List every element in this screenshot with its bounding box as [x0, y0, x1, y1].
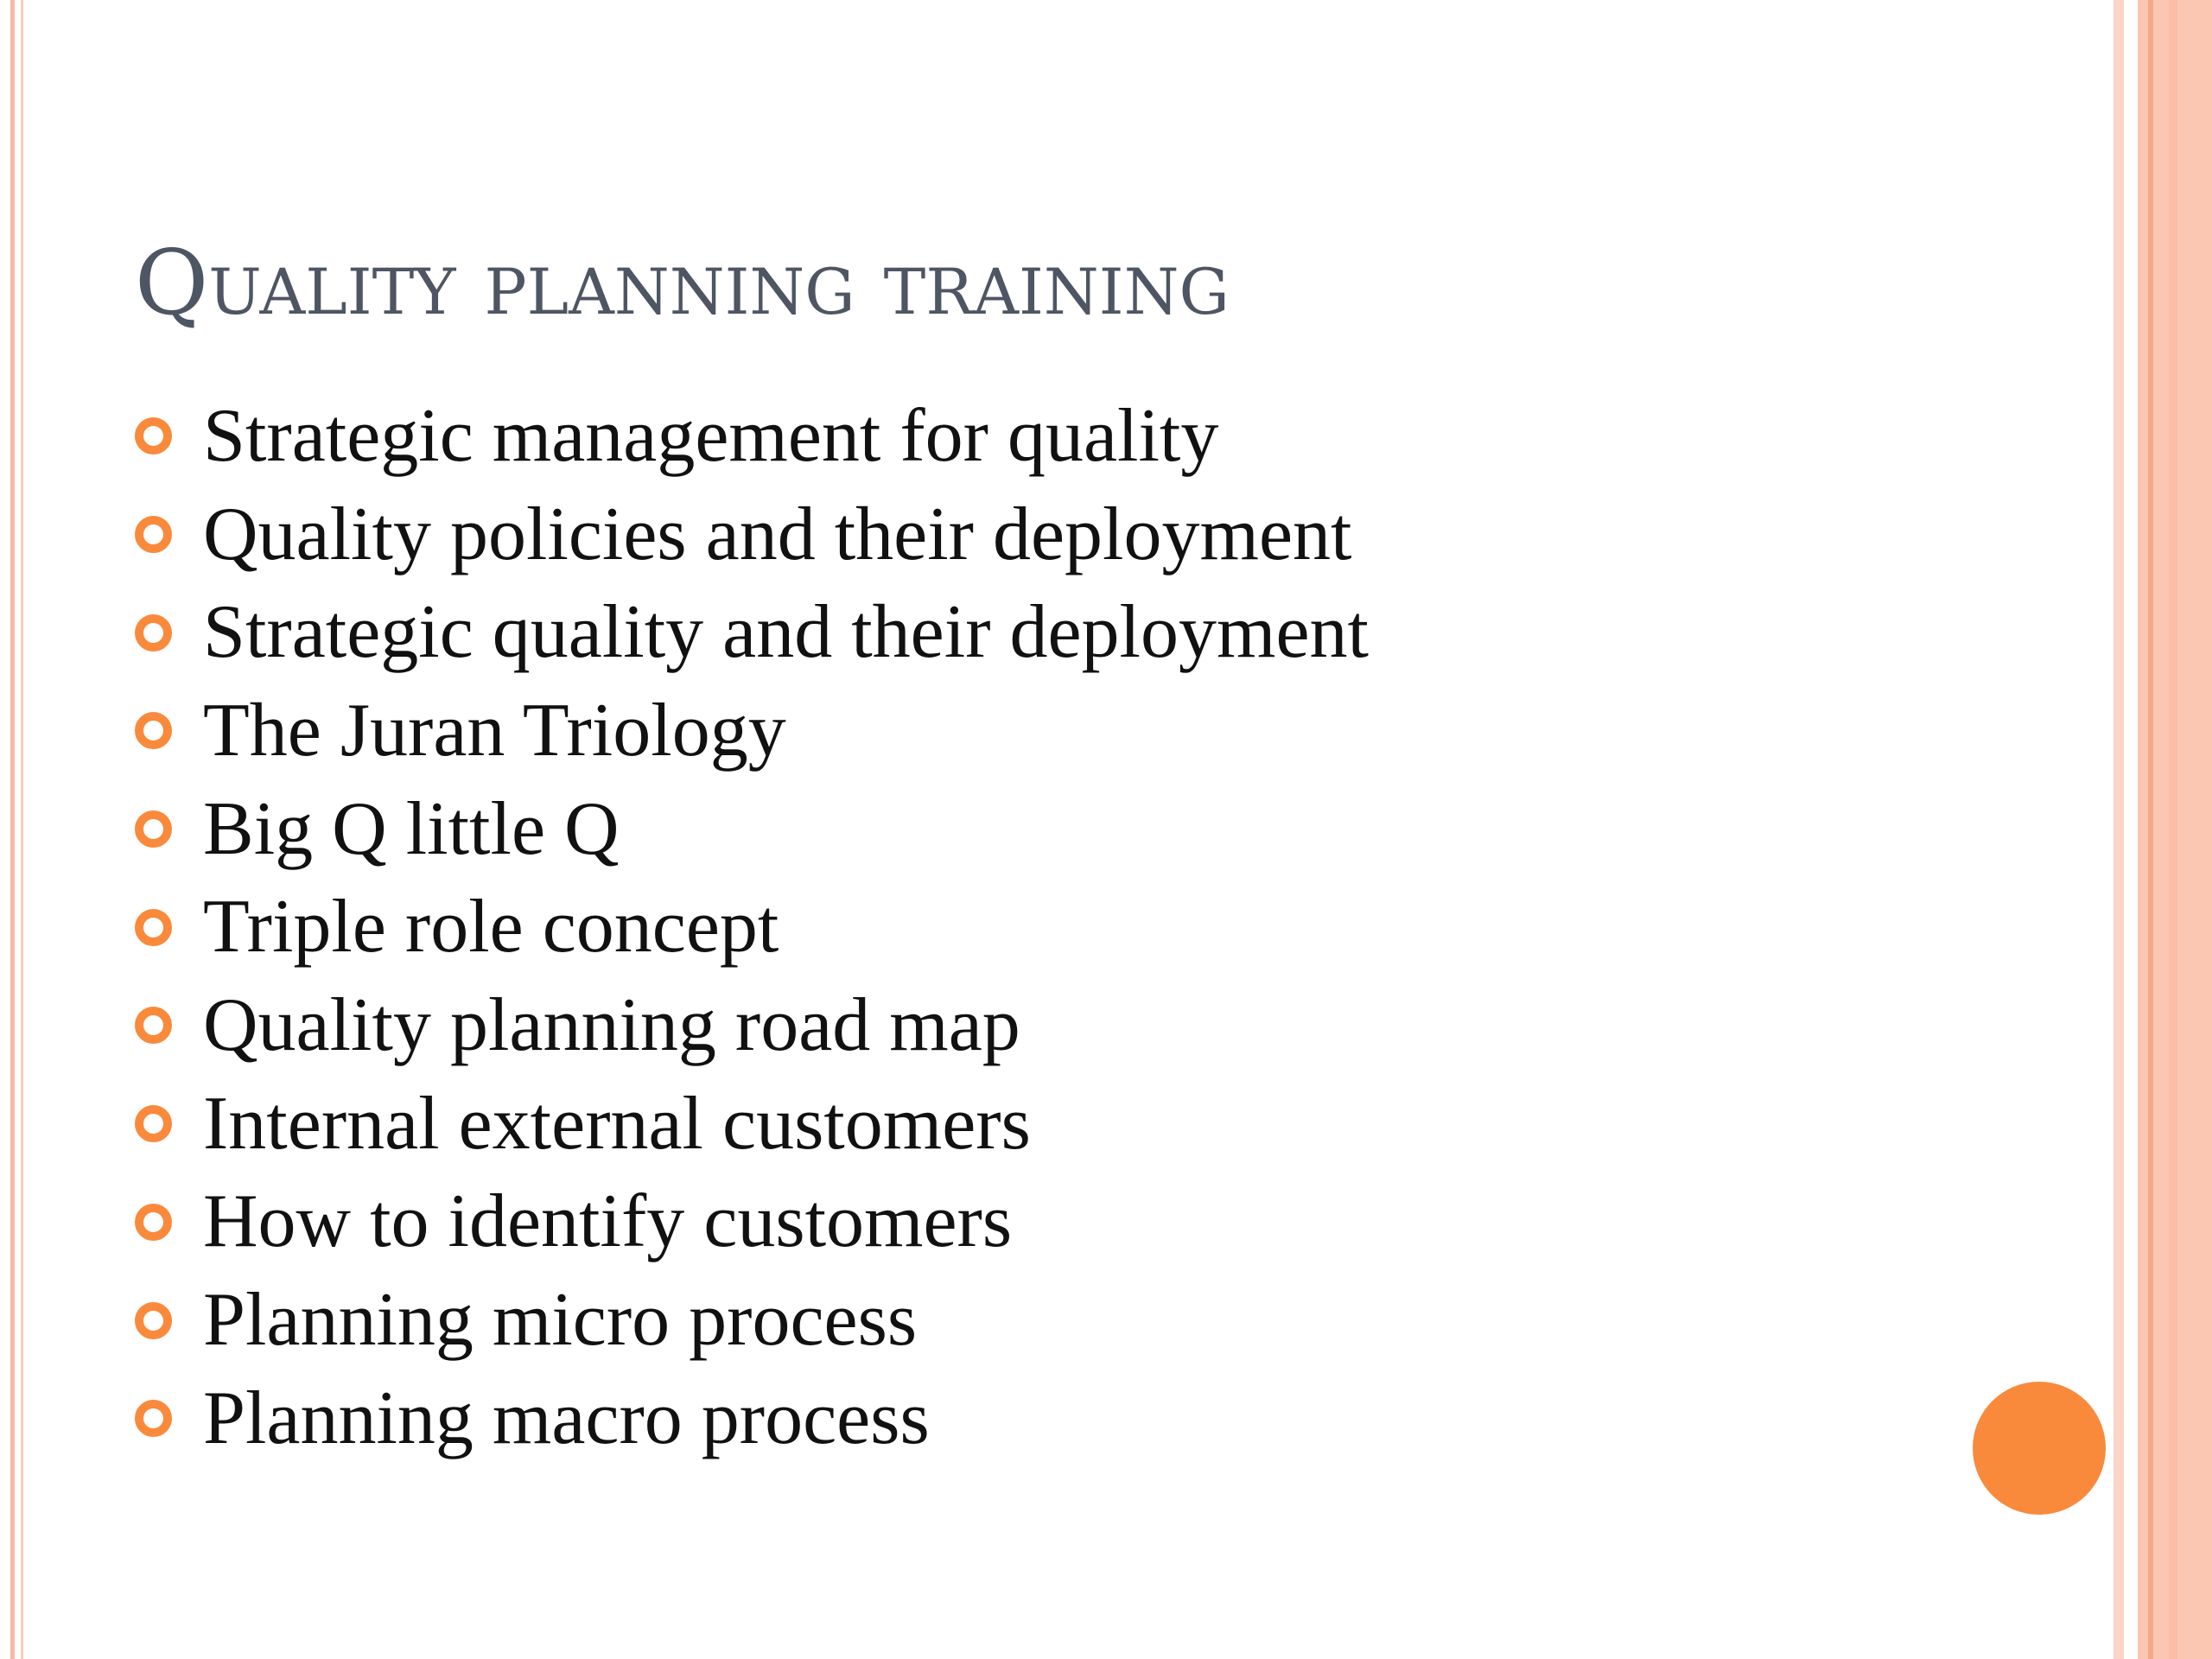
- bullet-text: Strategic quality and their deployment: [203, 590, 1369, 675]
- bullet-circle-icon: [135, 712, 172, 749]
- bullet-text: How to identify customers: [203, 1179, 1013, 1264]
- bullet-text: Planning macro process: [203, 1376, 930, 1460]
- list-item: [135, 486, 1369, 584]
- bullet-circle-icon: [135, 1007, 172, 1044]
- bullet-circle-icon: [135, 1302, 172, 1339]
- right-border-band-thin: [2113, 0, 2124, 1659]
- left-border-line: [10, 0, 15, 1659]
- bullet-circle-icon: [135, 810, 172, 848]
- bullet-text: Internal external customers: [203, 1081, 1031, 1166]
- left-border-line-inner: [21, 0, 23, 1659]
- bullet-text: Triple role concept: [203, 885, 779, 969]
- bullet-text: Planning micro process: [203, 1278, 918, 1363]
- list-item: [135, 976, 1369, 1075]
- list-item: [135, 780, 1369, 879]
- bullet-circle-icon: [135, 1105, 172, 1142]
- bullet-list: [135, 387, 1369, 1468]
- list-item: [135, 1075, 1369, 1173]
- bullet-text: The Juran Triology: [203, 688, 786, 772]
- list-item: [135, 878, 1369, 976]
- bullet-circle-icon: [135, 417, 172, 454]
- bullet-circle-icon: [135, 614, 172, 652]
- list-item: [135, 583, 1369, 682]
- right-border-band: [2138, 0, 2212, 1659]
- list-item: [135, 387, 1369, 486]
- bullet-text: Strategic management for quality: [203, 393, 1219, 478]
- list-item: [135, 1271, 1369, 1370]
- bullet-circle-icon: [135, 909, 172, 946]
- slide-title: Quality planning training: [135, 230, 1230, 335]
- bullet-circle-icon: [135, 1400, 172, 1437]
- bullet-circle-icon: [135, 516, 172, 553]
- bullet-text: Quality policies and their deployment: [203, 492, 1352, 576]
- orange-circle-icon: [1973, 1382, 2106, 1515]
- list-item: [135, 682, 1369, 780]
- list-item: [135, 1173, 1369, 1272]
- list-item: [135, 1370, 1369, 1468]
- bullet-text: Quality planning road map: [203, 982, 1020, 1067]
- bullet-circle-icon: [135, 1204, 172, 1241]
- bullet-text: Big Q little Q: [203, 786, 620, 871]
